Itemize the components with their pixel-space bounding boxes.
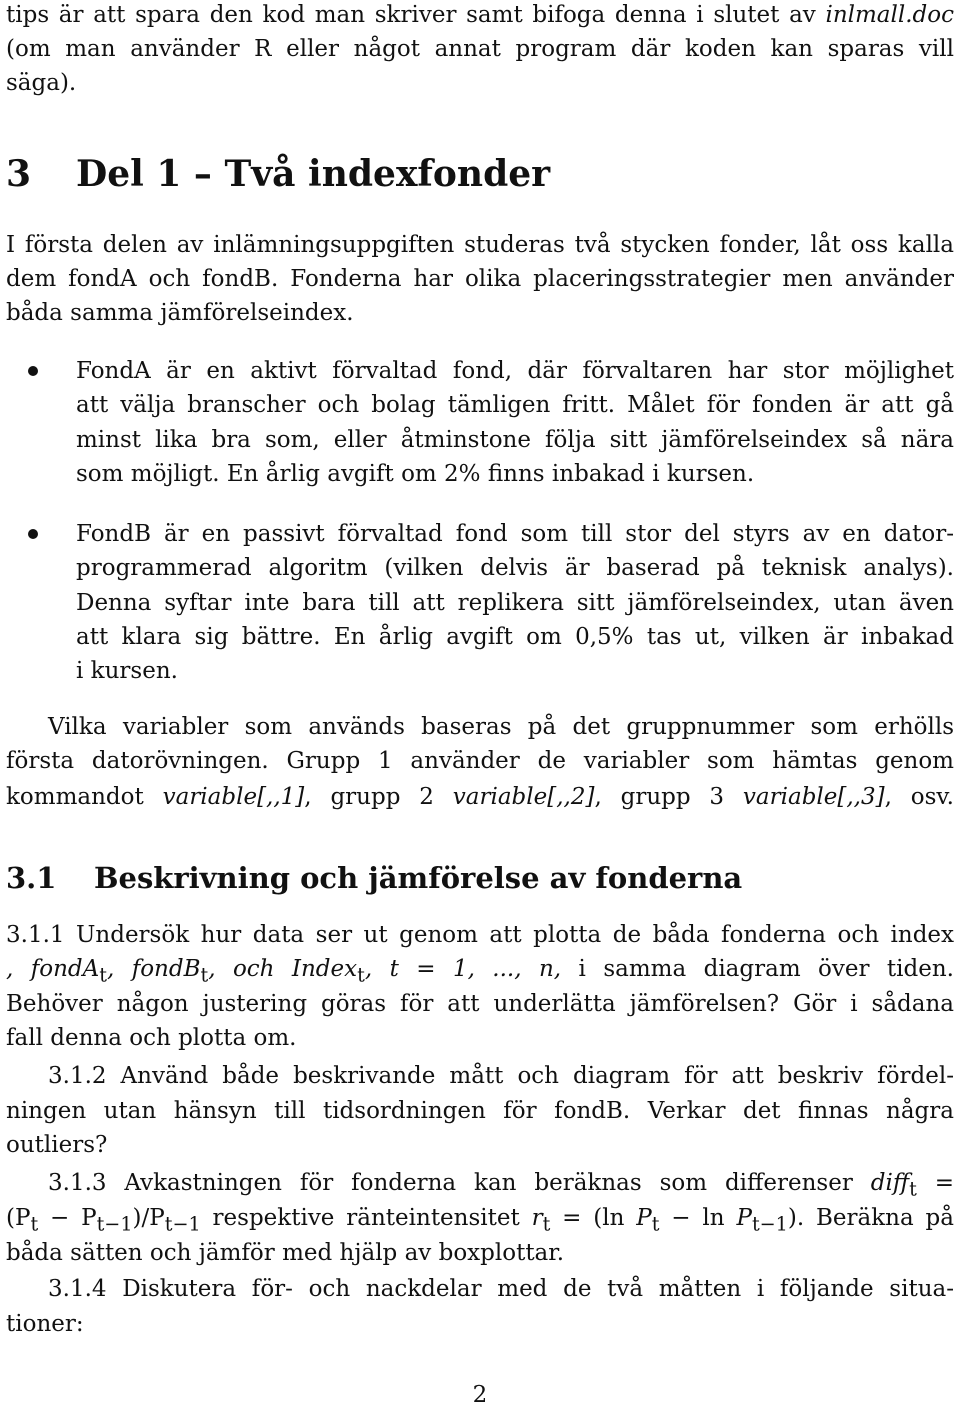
intro-line-1: tips är att spara den kod man skriver samt bifoga denna i slutet av inlmall.doc: [6, 2, 954, 28]
variable-code-3: variable[,,3]: [742, 784, 885, 810]
bullet-fondb-line-1: FondB är en passivt förvaltad fond som till stor del styrs av en dator-: [76, 521, 954, 547]
question-3-1-1-line-1: 3.1.1 Undersök hur data ser ut genom att plotta de båda fonderna och index: [6, 922, 954, 948]
section-3-1-heading: 3.1 Beskrivning och jämförelse av fonderna: [6, 861, 743, 895]
question-3-1-1-line-2: , fondA$_t$, fondB$_t$, och Index$_t$, t = 1, ..., n, i samma diagram över tiden.: [6, 956, 954, 987]
bullet-fonda-line-2: att välja branscher och bolag tämligen fritt. Målet för fonden är att gå: [76, 392, 954, 418]
bullet-fondb-line-3: Denna syftar inte bara till att replikera sitt jämförelseindex, utan även: [76, 590, 954, 616]
section-3-paragraph-line-1: I första delen av inlämningsuppgiften studeras två stycken fonder, låt oss kalla: [6, 232, 954, 258]
bullet-fondb-line-2: programmerad algoritm (vilken delvis är baserad på teknisk analys).: [76, 555, 954, 581]
bullet-fondb-line-5: i kursen.: [76, 658, 178, 684]
variables-paragraph-line-3: kommandot variable[,,1], grupp 2 variable[,,2], grupp 3 variable[,,3], osv.: [6, 784, 954, 810]
question-3-1-3-line-2: $(P_t - P_{t-1})/P_{t-1}$ respektive ränteintensitet $r_t = (\ln$ $P_t - \ln P_{t-1}$). Beräkna på: [6, 1205, 954, 1236]
section-3-heading: 3 Del 1 – Två indexfonder: [6, 153, 551, 195]
bullet-fonda-line-4: som möjligt. En årlig avgift om 2% finns inbakad i kursen.: [76, 461, 755, 487]
bullet-dot-fondb: [28, 529, 38, 539]
question-3-1-4-line-2: tioner:: [6, 1311, 84, 1337]
question-3-1-2-line-3: outliers?: [6, 1132, 108, 1158]
question-3-1-3-line-1: 3.1.3 Avkastningen för fonderna kan beräknas som differenser diff$_t$ =: [48, 1170, 954, 1201]
section-3-paragraph-line-2: dem fondA och fondB. Fonderna har olika placeringsstrategier men använder: [6, 266, 954, 292]
variable-code-2: variable[,,2]: [452, 784, 595, 810]
intro-line-3: säga).: [6, 70, 77, 96]
question-3-1-2-line-2: ningen utan hänsyn till tidsordningen för fondB. Verkar det finnas några: [6, 1098, 954, 1124]
variable-code-1: variable[,,1]: [162, 784, 305, 810]
page-number: 2: [472, 1382, 488, 1408]
section-3-paragraph-line-3: båda samma jämförelseindex.: [6, 300, 354, 326]
bullet-fonda-line-3: minst lika bra som, eller åtminstone följa sitt jämförelseindex så nära: [76, 427, 954, 453]
variables-paragraph-line-2: första datorövningen. Grupp 1 använder de variabler som hämtas genom: [6, 748, 954, 774]
bullet-fondb-line-4: att klara sig bättre. En årlig avgift om 0,5% tas ut, vilken är inbakad: [76, 624, 954, 650]
question-3-1-3-line-3: båda sätten och jämför med hjälp av boxplottar.: [6, 1240, 565, 1266]
intro-line-2: (om man använder R eller något annat program där koden kan sparas vill: [6, 36, 954, 62]
variables-paragraph-line-1: Vilka variabler som används baseras på det gruppnummer som erhölls: [48, 714, 954, 740]
question-3-1-4-line-1: 3.1.4 Diskutera för- och nackdelar med de två måtten i följande situa-: [48, 1276, 954, 1302]
question-3-1-1-line-4: fall denna och plotta om.: [6, 1025, 297, 1051]
question-3-1-2-line-1: 3.1.2 Använd både beskrivande mått och diagram för att beskriv fördel-: [48, 1063, 954, 1089]
bullet-dot-fonda: [28, 366, 38, 376]
bullet-fonda-line-1: FondA är en aktivt förvaltad fond, där förvaltaren har stor möjlighet: [76, 358, 954, 384]
question-3-1-1-line-3: Behöver någon justering göras för att underlätta jämförelsen? Gör i sådana: [6, 991, 954, 1017]
